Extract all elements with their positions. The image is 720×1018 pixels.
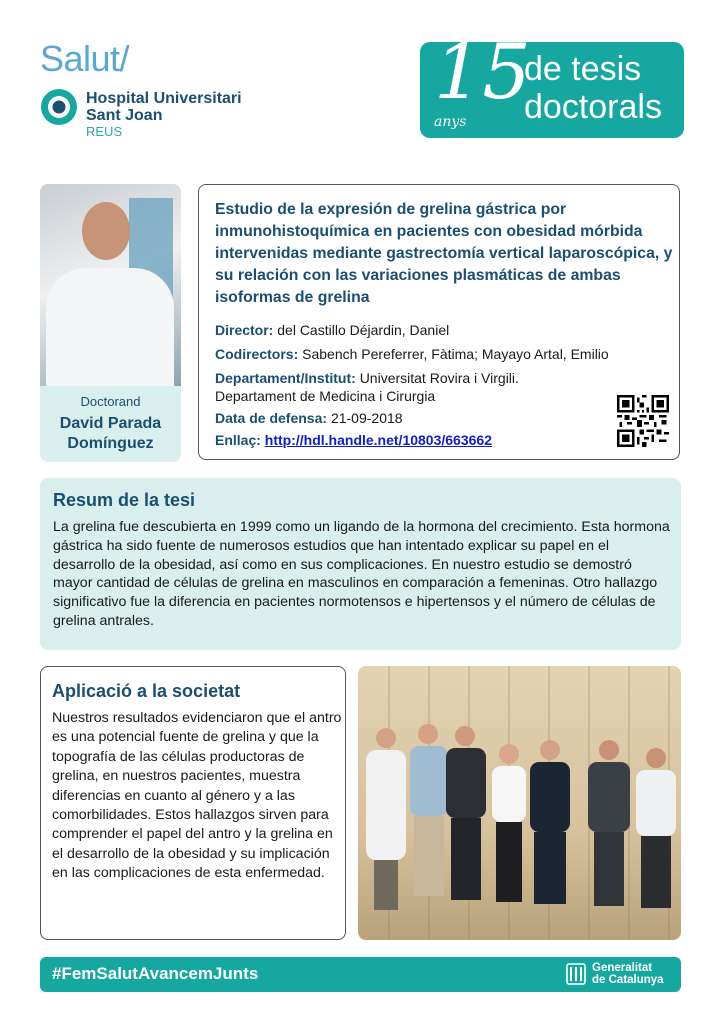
group-photo [358,666,681,940]
hospital-name-line1: Hospital Universitari [86,90,242,107]
codirectors-row [215,345,609,363]
hospital-name [86,90,242,124]
thesis-link[interactable]: http://hdl.handle.net/10803/663662 [264,432,492,448]
generalitat-logo-icon [566,963,586,985]
salut-logo-text: Salut/ [40,38,130,79]
author-name [40,414,181,454]
defense-date: 21-09-2018 [330,410,403,426]
summary-title: Resum de la tesi [53,490,196,510]
person-4 [492,744,526,902]
person-7 [636,748,676,908]
director-row [215,321,449,339]
person-1 [366,728,406,910]
summary-box [40,478,681,650]
department-row [215,369,519,405]
photo-head [82,202,130,260]
qr-code-icon[interactable] [617,395,669,447]
defense-label: Data de defensa: [215,410,328,426]
badge-anys: anys [434,114,467,130]
person-2 [410,724,448,896]
director-value: del Castillo Déjardin, Daniel [277,322,450,338]
anniversary-badge [420,27,684,138]
badge-line2: doctorals [524,88,662,126]
director-label: Director: [215,322,274,338]
codirectors-value: Sabench Pereferrer, Fàtima; Mayayo Artal, Emilio [302,346,609,362]
summary-text: La grelina fue descubierta en 1999 como un ligando de la hormona del crecimiento. Esta hormona gástrica ha sido fuente de numerosos estudios que han intentado explicar su papel en el desarrollo de la obesidad, así como en sus complicaciones. En nuestro estudio se demostró mayor cantidad de células de grelina en masculinos en comparación a femeninas. Otro hallazgo significativo fue la diferencia en pacientes normotensos e hipertensos y el número de células de grelina antrales. [53,519,670,629]
person-3 [446,726,486,900]
department-label: Departament/Institut: [215,370,356,386]
application-text: Nuestros resultados evidenciaron que el antro es una potencial fuente de grelina y que la topografía de las células productoras de grelina, en nuestros pacientes, muestra diferencias en cuanto al género y a las comorbilidades. Estos hallazgos sirven para comprender el papel del antro y la grelina en el desarrollo de la obesidad y su implicación en las complicaciones de esta enfermedad. [52,710,342,882]
badge-line1: de tesis [524,50,642,88]
generalitat-line1: Generalitat [592,962,653,974]
photo-lab-coat [46,268,174,386]
department-value-line1: Universitat Rovira i Virgili. [359,370,519,386]
author-photo [40,184,181,386]
codirectors-label: Codirectors: [215,346,299,362]
hashtag: #FemSalutAvancemJunts [52,964,259,983]
generalitat-line2: de Catalunya [592,974,664,986]
group-people [358,666,681,940]
link-label: Enllaç: [215,432,261,448]
application-box [40,666,346,940]
thesis-title: Estudio de la expresión de grelina gástrica por inmunohistoquímica en pacientes con obesidad mórbida intervenidas mediante gastrectomía vertical laparoscópica, y su relación con las variaciones plasmáticas de ambas isoformas de grelina [215,201,673,306]
person-6 [588,740,630,906]
hospital-city: REUS [86,124,123,139]
author-name-line1: David Parada [59,415,162,432]
link-row [215,431,492,449]
hospital-name-line2: Sant Joan [86,107,163,124]
badge-number: 15 [434,27,531,116]
application-title: Aplicació a la societat [52,681,241,701]
generalitat-text [592,962,664,986]
defense-row [215,409,403,427]
department-value-line2: Departament de Medicina i Cirurgia [215,388,436,404]
hospital-logo-icon [40,88,78,126]
author-card [40,184,181,462]
person-5 [530,740,570,904]
thesis-card [198,184,680,460]
author-role: Doctorand [80,394,141,409]
author-name-line2: Domínguez [67,435,154,452]
footer-bar [40,957,681,992]
